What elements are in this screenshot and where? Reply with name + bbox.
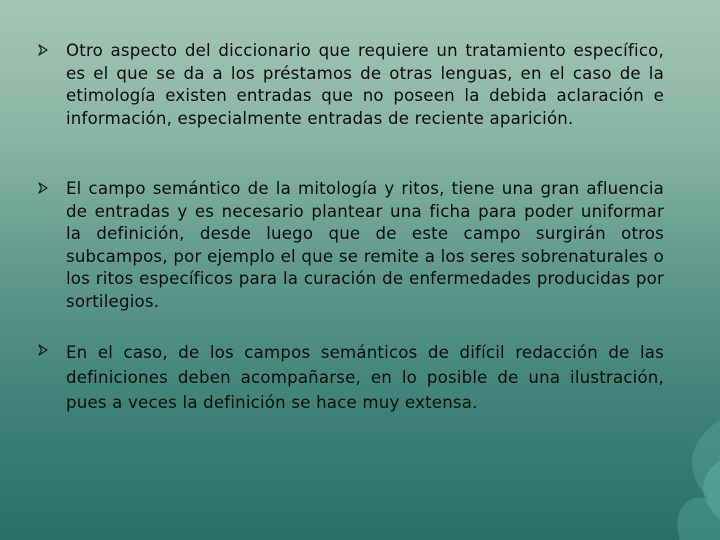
bullet-text: Otro aspecto del diccionario que requiere un tratamiento específico, es el que se da a los préstamos de otras lenguas, en el caso de la etimología existen entradas que no poseen la debida aclaración e información, especialmente entradas de reciente aparición. [66, 41, 664, 128]
decorative-wave-shape [560, 400, 720, 540]
arrow-bullet-icon [36, 181, 50, 195]
arrow-bullet-icon [36, 343, 50, 357]
arrow-bullet-icon [36, 43, 50, 57]
bullet-text: El campo semántico de la mitología y ritos, tiene una gran afluencia de entradas y es necesario plantear una ficha para poder uniformar la definición, desde luego que de este campo surgirán otros subcampos, por ejemplo el que se remite a los seres sobrenaturales o los ritos específicos para la curación de enfermedades producidas por sortilegios. [66, 179, 664, 311]
bullet-text: En el caso, de los campos semánticos de difícil redacción de las definiciones deben acompañarse, en lo posible de una ilustración, pues a veces la definición se hace muy extensa. [66, 343, 664, 412]
